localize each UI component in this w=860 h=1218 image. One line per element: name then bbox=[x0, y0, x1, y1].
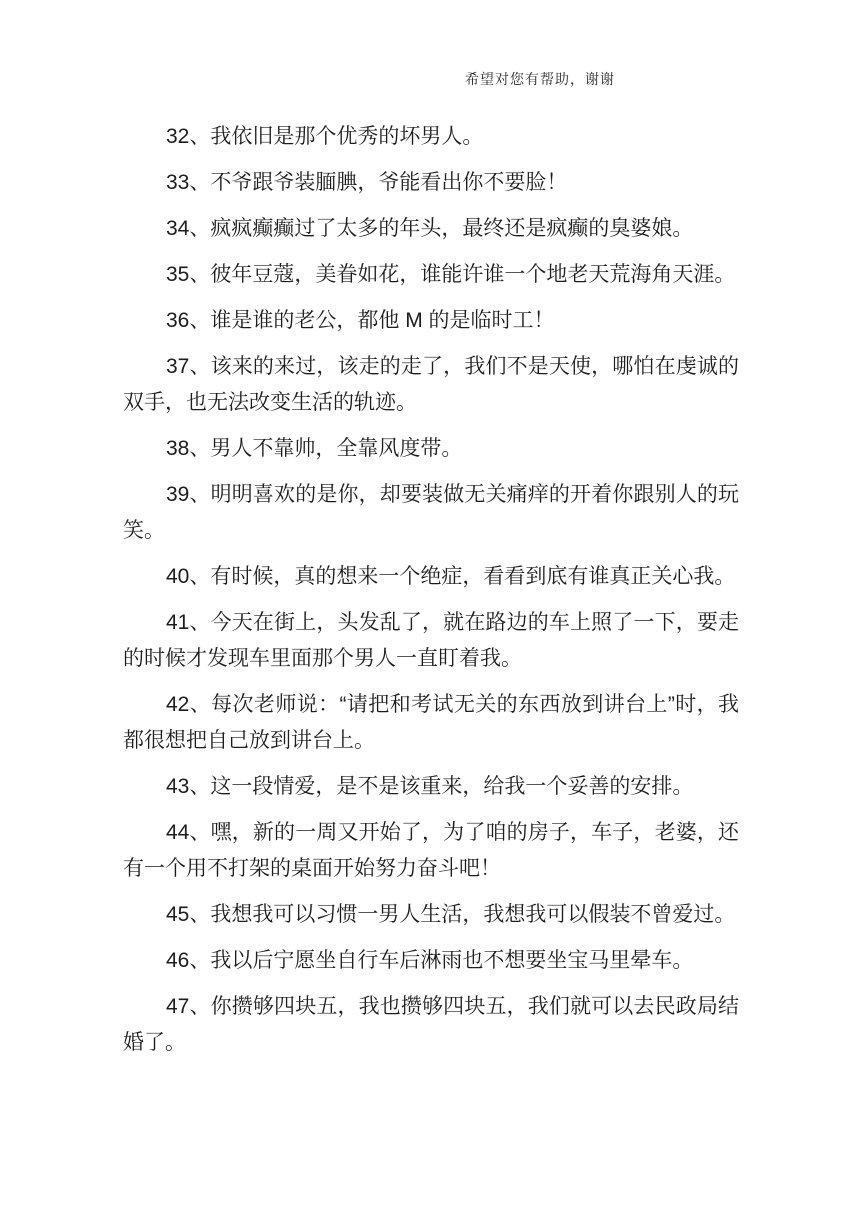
quote-paragraph-37: 37、该来的来过，该走的走了，我们不是天使，哪怕在虔诚的双手，也无法改变生活的轨迹。 bbox=[123, 355, 739, 414]
quote-paragraph-42: 42、每次老师说：“请把和考试无关的东西放到讲台上”时，我都很想把自己放到讲台上。 bbox=[123, 693, 739, 752]
quote-paragraph-41: 41、今天在街上，头发乱了，就在路边的车上照了一下，要走的时候才发现车里面那个男人一直盯着我。 bbox=[123, 611, 739, 670]
quote-paragraph-34: 34、疯疯癫癫过了太多的年头，最终还是疯癫的臭婆娘。 bbox=[166, 217, 694, 240]
quote-paragraph-46: 46、我以后宁愿坐自行车后淋雨也不想要坐宝马里晕车。 bbox=[166, 949, 694, 972]
quote-paragraph-39: 39、明明喜欢的是你，却要装做无关痛痒的开着你跟别人的玩笑。 bbox=[123, 483, 739, 542]
page-header-note: 希望对您有帮助，谢谢 bbox=[465, 71, 615, 87]
quote-paragraph-35: 35、彼年豆蔻，美眷如花，谁能许谁一个地老天荒海角天涯。 bbox=[166, 263, 736, 286]
quote-paragraph-43: 43、这一段情爱，是不是该重来，给我一个妥善的安排。 bbox=[166, 775, 694, 798]
quote-paragraph-40: 40、有时候，真的想来一个绝症，看看到底有谁真正关心我。 bbox=[166, 565, 736, 588]
document-content bbox=[123, 119, 739, 1071]
quote-paragraph-47: 47、你攒够四块五，我也攒够四块五，我们就可以去民政局结婚了。 bbox=[123, 995, 739, 1054]
quote-paragraph-44: 44、嘿，新的一周又开始了，为了咱的房子，车子，老婆，还有一个用不打架的桌面开始努力奋斗吧！ bbox=[123, 821, 739, 880]
quote-paragraph-45: 45、我想我可以习惯一男人生活，我想我可以假装不曾爱过。 bbox=[166, 903, 736, 926]
quote-paragraph-38: 38、男人不靠帅，全靠风度带。 bbox=[166, 437, 463, 460]
quote-paragraph-32: 32、我依旧是那个优秀的坏男人。 bbox=[166, 125, 484, 148]
quote-paragraph-36: 36、谁是谁的老公，都他 M 的是临时工！ bbox=[166, 309, 555, 332]
quote-paragraph-33: 33、不爷跟爷装腼腆，爷能看出你不要脸！ bbox=[166, 171, 568, 194]
